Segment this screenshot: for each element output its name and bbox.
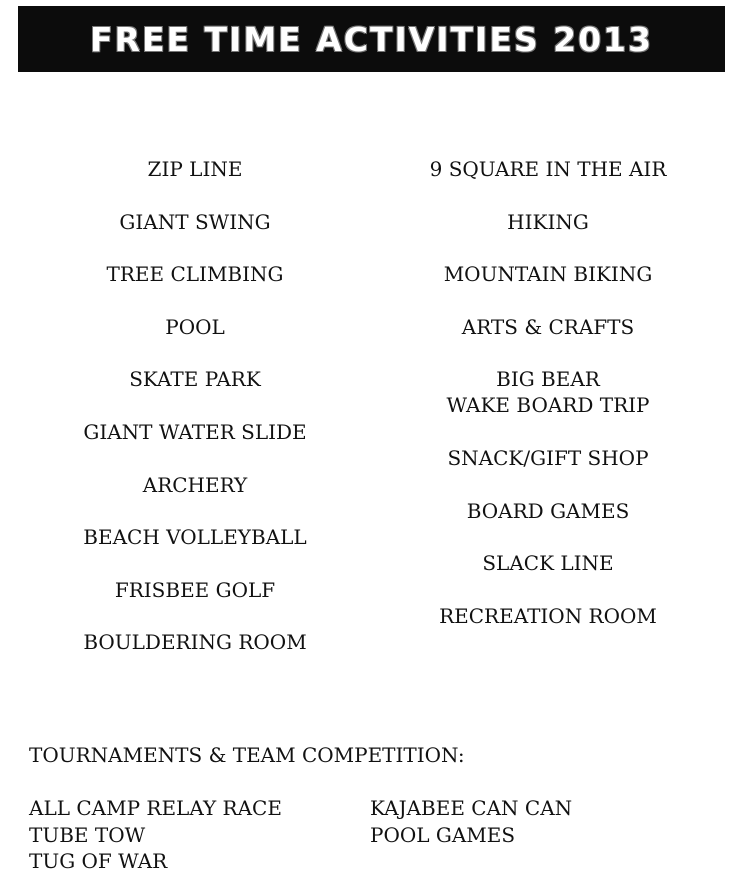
activity-item: MOUNTAIN BIKING bbox=[443, 262, 653, 287]
activity-item-line: WAKE BOARD TRIP bbox=[446, 393, 650, 418]
tournament-item: TUBE TOW bbox=[29, 822, 146, 847]
activity-item: ZIP LINE bbox=[147, 157, 243, 181]
activity-item: POOL bbox=[165, 314, 225, 339]
tournaments-heading: TOURNAMENTS & TEAM COMPETITION: bbox=[29, 743, 465, 767]
tournament-item: ALL CAMP RELAY RACE bbox=[29, 796, 282, 820]
activity-item: BOARD GAMES bbox=[466, 498, 630, 523]
title-banner bbox=[18, 6, 725, 72]
tournament-item: TUG OF WAR bbox=[29, 849, 168, 873]
tournaments-left-list bbox=[29, 795, 282, 875]
activity-item: SKATE PARK bbox=[129, 367, 261, 392]
activity-item: ARTS & CRAFTS bbox=[461, 314, 635, 339]
activity-item: ARCHERY bbox=[142, 472, 248, 497]
tournament-item: KAJABEE CAN CAN bbox=[370, 796, 573, 820]
activity-item: BOULDERING ROOM bbox=[83, 630, 307, 655]
activity-item: FRISBEE GOLF bbox=[114, 577, 276, 602]
activity-item: TREE CLIMBING bbox=[106, 262, 284, 287]
activity-item: SLACK LINE bbox=[482, 551, 614, 576]
activity-item: GIANT SWING bbox=[119, 209, 271, 234]
activity-item: RECREATION ROOM bbox=[439, 603, 657, 628]
activity-item: GIANT WATER SLIDE bbox=[83, 419, 307, 444]
activities-right-column bbox=[390, 156, 706, 655]
activities-left-column bbox=[40, 156, 350, 682]
activity-item: BEACH VOLLEYBALL bbox=[83, 525, 307, 550]
tournament-item: POOL GAMES bbox=[370, 822, 516, 847]
page-title: FREE TIME ACTIVITIES 2013 bbox=[90, 19, 653, 59]
activity-item: 9 SQUARE IN THE AIR bbox=[429, 157, 667, 181]
activity-item bbox=[390, 366, 706, 418]
activity-item: SNACK/GIFT SHOP bbox=[447, 445, 649, 470]
activity-item: HIKING bbox=[507, 209, 589, 234]
activity-item-line: BIG BEAR bbox=[496, 367, 600, 392]
tournaments-right-list bbox=[370, 795, 572, 848]
